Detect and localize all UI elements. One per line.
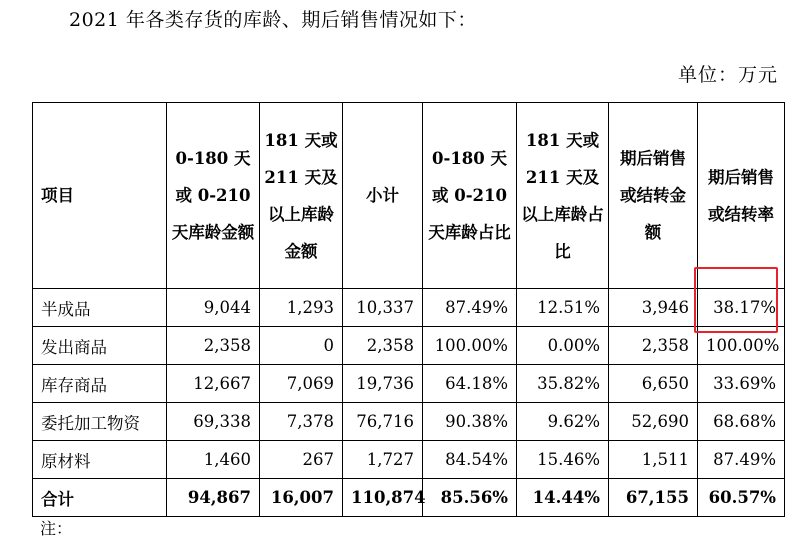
table-cell: 52,690	[609, 403, 698, 441]
header-subtotal: 小计	[343, 103, 423, 289]
table-row	[33, 365, 785, 403]
table-cell: 7,378	[260, 403, 343, 441]
header-short-age-ratio: 0-180 天或 0-210 天库龄占比	[423, 103, 517, 289]
table-row	[33, 441, 785, 479]
total-cell: 94,867	[167, 479, 260, 517]
row-item: 半成品	[33, 289, 167, 327]
table-cell: 2,358	[343, 327, 423, 365]
table-cell: 9.62%	[517, 403, 609, 441]
table-cell: 1,727	[343, 441, 423, 479]
total-cell: 110,874	[343, 479, 423, 517]
table-cell: 1,460	[167, 441, 260, 479]
table-cell: 87.49%	[423, 289, 517, 327]
table-cell: 68.68%	[698, 403, 785, 441]
table-row	[33, 403, 785, 441]
table-cell: 69,338	[167, 403, 260, 441]
table-cell: 0.00%	[517, 327, 609, 365]
table-cell: 2,358	[167, 327, 260, 365]
table-cell: 9,044	[167, 289, 260, 327]
total-cell: 14.44%	[517, 479, 609, 517]
table-cell: 6,650	[609, 365, 698, 403]
unit-label: 单位：万元	[677, 64, 778, 86]
header-item: 项目	[33, 103, 167, 289]
table-cell: 64.18%	[423, 365, 517, 403]
row-item: 委托加工物资	[33, 403, 167, 441]
header-subsequent-rate: 期后销售或结转率	[698, 103, 785, 289]
table-header-row	[33, 103, 785, 289]
inventory-table	[32, 102, 785, 517]
table-cell: 12.51%	[517, 289, 609, 327]
footnote-mark: 注：	[40, 519, 73, 538]
table-cell: 10,337	[343, 289, 423, 327]
table-row	[33, 289, 785, 327]
total-cell: 85.56%	[423, 479, 517, 517]
total-label: 合计	[33, 479, 167, 517]
table-cell: 267	[260, 441, 343, 479]
row-item: 库存商品	[33, 365, 167, 403]
table-cell: 84.54%	[423, 441, 517, 479]
table-cell: 0	[260, 327, 343, 365]
table-cell: 2,358	[609, 327, 698, 365]
intro-text: 2021 年各类存货的库龄、期后销售情况如下：	[69, 9, 477, 31]
total-cell: 60.57%	[698, 479, 785, 517]
table-cell: 87.49%	[698, 441, 785, 479]
header-long-age-ratio: 181 天或 211 天及以上库龄占比	[517, 103, 609, 289]
total-cell: 16,007	[260, 479, 343, 517]
table-total-row	[33, 479, 785, 517]
table-cell: 35.82%	[517, 365, 609, 403]
table-cell: 12,667	[167, 365, 260, 403]
table-cell: 76,716	[343, 403, 423, 441]
table-row	[33, 327, 785, 365]
total-cell: 67,155	[609, 479, 698, 517]
row-item: 发出商品	[33, 327, 167, 365]
header-long-age-amount: 181 天或 211 天及以上库龄金额	[260, 103, 343, 289]
table-cell: 1,293	[260, 289, 343, 327]
table-cell: 33.69%	[698, 365, 785, 403]
table-cell: 100.00%	[698, 327, 785, 365]
header-subsequent-amount: 期后销售或结转金额	[609, 103, 698, 289]
footnote-cutoff	[40, 516, 72, 539]
table-cell: 7,069	[260, 365, 343, 403]
table-cell: 15.46%	[517, 441, 609, 479]
highlight-box	[694, 267, 778, 333]
row-item: 原材料	[33, 441, 167, 479]
header-short-age-amount: 0-180 天或 0-210 天库龄金额	[167, 103, 260, 289]
table-cell: 38.17%	[698, 289, 785, 327]
table-cell: 90.38%	[423, 403, 517, 441]
table-cell: 100.00%	[423, 327, 517, 365]
table-cell: 3,946	[609, 289, 698, 327]
table-cell: 19,736	[343, 365, 423, 403]
table-cell: 1,511	[609, 441, 698, 479]
